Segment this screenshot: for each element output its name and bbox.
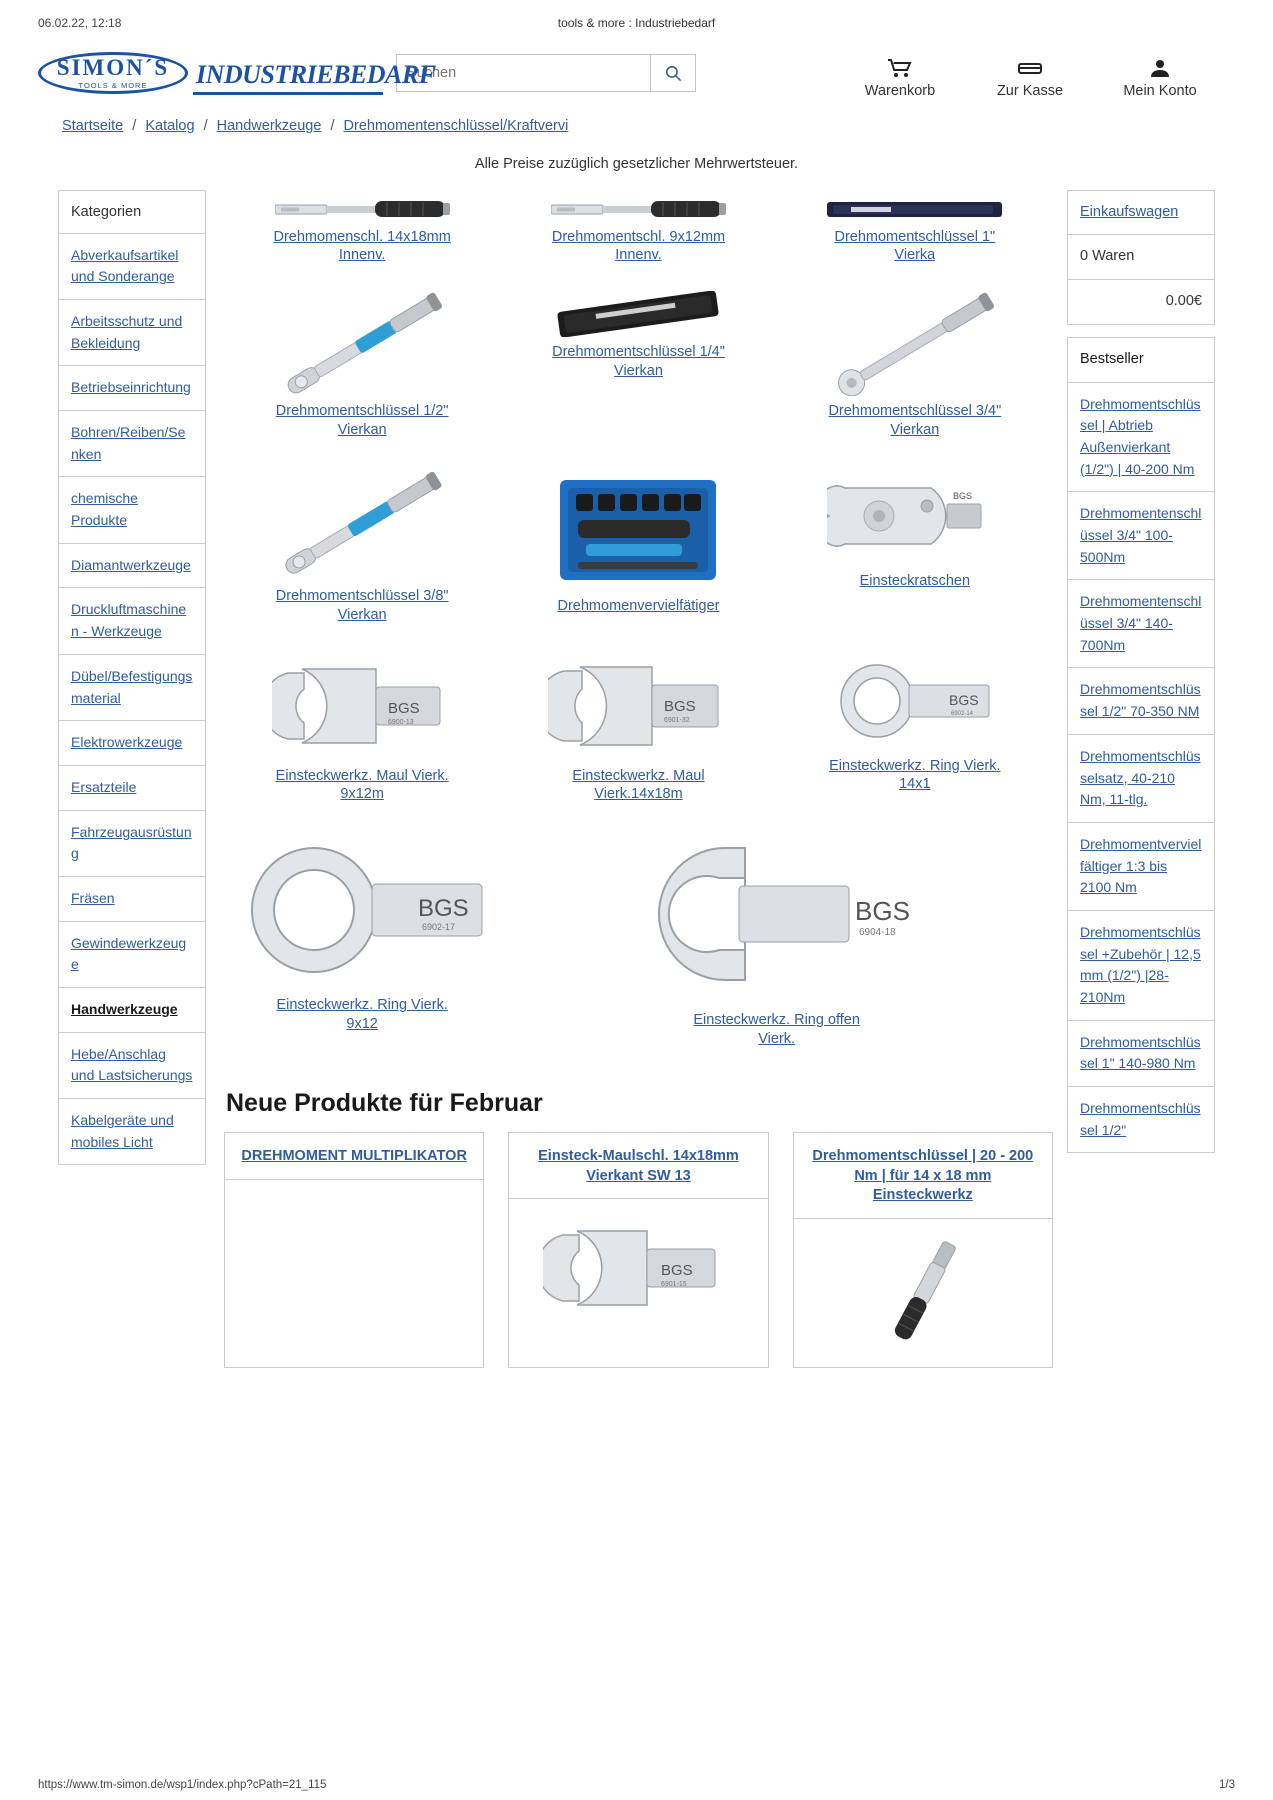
product-card[interactable] bbox=[500, 285, 776, 450]
new-product-card[interactable] bbox=[508, 1132, 768, 1368]
bestseller-item[interactable]: Drehmomentenschlüssel 3/4" 100-500Nm bbox=[1068, 492, 1214, 580]
svg-text:6901-32: 6901-32 bbox=[664, 716, 691, 724]
product-name[interactable]: Einsteckwerkz. Ring Vierk. 14x1 bbox=[829, 757, 1001, 793]
svg-text:6901-15: 6901-15 bbox=[661, 1281, 688, 1289]
product-card[interactable] bbox=[500, 190, 776, 276]
product-content bbox=[206, 190, 1067, 1368]
product-image-torque-wrench-insert-9x12 bbox=[551, 196, 726, 222]
product-card[interactable] bbox=[224, 285, 500, 450]
product-name[interactable]: Einsteckratschen bbox=[859, 572, 971, 589]
sidebar-item-chemische-produkte[interactable]: chemische Produkte bbox=[59, 477, 205, 543]
breadcrumb-separator: / bbox=[203, 117, 208, 134]
logo-oval bbox=[38, 52, 188, 94]
logo-oval-line2: TOOLS & MORE bbox=[78, 81, 148, 90]
header-link-cart-label: Warenkorb bbox=[864, 83, 936, 99]
product-image-torque-wrench-three-quarter bbox=[822, 291, 1007, 396]
category-sidebar bbox=[58, 190, 206, 1166]
header-link-cart[interactable] bbox=[855, 58, 945, 102]
sidebar-item-fahrzeugausruestung[interactable]: Fahrzeugausrüstung bbox=[59, 811, 205, 877]
status-bar bbox=[0, 1770, 1273, 1800]
product-card[interactable] bbox=[777, 285, 1053, 450]
bestseller-item[interactable]: Drehmomentschlüssel +Zubehör | 12,5 mm (1/2") |28-210Nm bbox=[1068, 911, 1214, 1021]
product-image-open-end-insert-14x18 bbox=[548, 651, 728, 761]
logo-wordmark: INDUSTRIEBEDARF bbox=[196, 60, 436, 89]
new-product-image-torque-wrench-20-200 bbox=[794, 1219, 1052, 1367]
new-product-image-none bbox=[225, 1180, 483, 1300]
sidebar-item-diamantwerkzeuge[interactable]: Diamantwerkzeuge bbox=[59, 544, 205, 589]
breadcrumb-item-1[interactable]: Katalog bbox=[145, 117, 195, 134]
main-layout bbox=[0, 190, 1273, 1368]
browser-header bbox=[0, 0, 1273, 34]
product-image-ring-insert-9x12 bbox=[232, 830, 492, 990]
product-image-torque-multiplier-set bbox=[558, 466, 718, 591]
sidebar-heading: Kategorien bbox=[59, 191, 205, 234]
sidebar-item-kabelgeraete[interactable]: Kabelgeräte und mobiles Licht bbox=[59, 1099, 205, 1165]
product-name[interactable]: Drehmomentschlüssel 1/4" Vierkan bbox=[552, 344, 725, 380]
product-image-ring-insert-14x18 bbox=[825, 651, 1005, 751]
sidebar-item-ersatzteile[interactable]: Ersatzteile bbox=[59, 766, 205, 811]
product-name[interactable]: Einsteckwerkz. Maul Vierk.14x18m bbox=[572, 767, 705, 803]
new-products-grid bbox=[224, 1132, 1053, 1368]
product-image-torque-wrench-three-eighth bbox=[270, 466, 455, 581]
svg-text:BGS: BGS bbox=[948, 691, 979, 708]
svg-text:6900-13: 6900-13 bbox=[388, 718, 414, 726]
cart-box-count: 0 Waren bbox=[1068, 235, 1214, 280]
breadcrumb bbox=[0, 102, 1273, 134]
cart-icon bbox=[855, 58, 945, 78]
product-name[interactable]: Einsteckwerkz. Ring offen Vierk. bbox=[693, 1012, 860, 1048]
svg-text:BGS: BGS bbox=[418, 895, 469, 923]
account-icon bbox=[1115, 58, 1205, 78]
product-card[interactable] bbox=[777, 190, 1053, 276]
product-grid bbox=[224, 190, 1053, 1059]
product-name[interactable]: Drehmomentschlüssel 3/4" Vierkan bbox=[828, 403, 1002, 439]
svg-text:BGS: BGS bbox=[854, 896, 910, 927]
search-button[interactable] bbox=[650, 54, 696, 92]
breadcrumb-item-0[interactable]: Startseite bbox=[62, 117, 124, 134]
new-product-title[interactable]: DREHMOMENT MULTIPLIKATOR bbox=[225, 1133, 483, 1180]
sidebar-item-betriebseinrichtung[interactable]: Betriebseinrichtung bbox=[59, 366, 205, 411]
site-header bbox=[0, 34, 1273, 102]
new-products-heading: Neue Produkte für Februar bbox=[226, 1089, 543, 1117]
logo-oval-line1: SIMON´S bbox=[56, 55, 170, 80]
cart-box bbox=[1067, 190, 1215, 325]
product-card[interactable] bbox=[224, 824, 500, 1059]
bestseller-item[interactable]: Drehmomentschlüssel 1/2" bbox=[1080, 1100, 1201, 1138]
breadcrumb-separator: / bbox=[330, 117, 335, 134]
bestseller-item[interactable]: Drehmomentvervielfältiger 1:3 bis 2100 Nm bbox=[1068, 823, 1214, 911]
search-form[interactable] bbox=[396, 54, 696, 92]
product-image-torque-wrench-insert-14x18 bbox=[275, 196, 450, 222]
product-image-torque-wrench-case bbox=[556, 291, 721, 337]
sidebar-item-hebe-anschlag[interactable]: Hebe/Anschlag und Lastsicherungs bbox=[59, 1033, 205, 1099]
bestseller-item[interactable]: Drehmomentenschlüssel 3/4" 140-700Nm bbox=[1068, 580, 1214, 668]
product-name[interactable]: Drehmomentschl. 9x12mm Innenv. bbox=[551, 228, 726, 264]
bestseller-box bbox=[1067, 337, 1215, 1154]
new-product-card[interactable] bbox=[224, 1132, 484, 1368]
bestseller-heading: Bestseller bbox=[1068, 338, 1214, 383]
breadcrumb-item-3[interactable]: Drehmomentenschlüssel/Kraftvervi bbox=[343, 117, 569, 134]
status-url: https://www.tm-simon.de/wsp1/index.php?cPath=21_115 bbox=[38, 1779, 327, 1791]
product-card[interactable] bbox=[777, 460, 1053, 635]
cart-box-total: 0.00€ bbox=[1165, 293, 1202, 310]
product-image-torque-wrench-half-inch bbox=[270, 291, 455, 396]
bestseller-item[interactable]: Drehmomentschlüssel 1" 140-980 Nm bbox=[1068, 1021, 1214, 1087]
sidebar-item-duebel[interactable]: Dübel/Befestigungsmaterial bbox=[59, 655, 205, 721]
sidebar-item-druckluft[interactable]: Druckluftmaschinen - Werkzeuge bbox=[59, 588, 205, 654]
sidebar-item-handwerkzeuge[interactable]: Handwerkzeuge bbox=[59, 988, 205, 1033]
breadcrumb-item-2[interactable]: Handwerkzeuge bbox=[216, 117, 322, 134]
bestseller-item[interactable]: Drehmomentschlüssel 1/2" 70-350 NM bbox=[1068, 668, 1214, 734]
svg-text:6904-18: 6904-18 bbox=[858, 927, 896, 939]
new-product-image-open-end-insert-sw13 bbox=[509, 1199, 767, 1337]
print-datetime: 06.02.22, 12:18 bbox=[38, 16, 122, 30]
header-link-account-label: Mein Konto bbox=[1123, 83, 1197, 99]
right-column bbox=[1067, 190, 1215, 1166]
product-card[interactable] bbox=[224, 460, 500, 635]
header-link-checkout-label: Zur Kasse bbox=[996, 83, 1064, 99]
header-link-account[interactable] bbox=[1115, 58, 1205, 102]
logo-underline bbox=[193, 92, 383, 95]
svg-text:BGS: BGS bbox=[661, 1262, 694, 1280]
product-card[interactable] bbox=[777, 645, 1053, 815]
product-name[interactable]: Einsteckwerkz. Maul Vierk. 9x12m bbox=[275, 767, 449, 803]
product-name[interactable]: Einsteckwerkz. Ring Vierk. 9x12 bbox=[276, 997, 448, 1033]
product-card[interactable] bbox=[500, 460, 776, 635]
svg-text:BGS: BGS bbox=[664, 697, 697, 715]
cart-box-title[interactable]: Einkaufswagen bbox=[1068, 191, 1214, 236]
product-card[interactable] bbox=[224, 645, 500, 815]
product-card[interactable] bbox=[224, 190, 500, 276]
bestseller-item[interactable]: Drehmomentschlüssel | Abtrieb Außenvierkant (1/2") | 40-200 Nm bbox=[1068, 383, 1214, 493]
new-product-title[interactable]: Einsteck-Maulschl. 14x18mm Vierkant SW 13 bbox=[509, 1133, 767, 1199]
product-image-open-end-insert-9x12 bbox=[272, 651, 452, 761]
product-name[interactable]: Drehmomentschlüssel 3/8" Vierkan bbox=[275, 587, 449, 623]
product-card[interactable] bbox=[500, 645, 776, 815]
product-name[interactable]: Drehmomentschlüssel 1" Vierka bbox=[834, 228, 996, 264]
svg-text:6902-17: 6902-17 bbox=[422, 922, 456, 933]
product-name[interactable]: Drehmomentschlüssel 1/2" Vierkan bbox=[275, 403, 449, 439]
product-image-insert-ratchet bbox=[827, 466, 1002, 566]
page-indicator: 1/3 bbox=[1219, 1779, 1235, 1791]
product-image-torque-wrench-1-inch bbox=[827, 196, 1002, 222]
header-link-group bbox=[855, 58, 1205, 102]
breadcrumb-separator: / bbox=[132, 117, 137, 134]
product-name[interactable]: Drehmomenschl. 14x18mm Innenv. bbox=[273, 228, 451, 264]
sidebar-item-fraesen[interactable]: Fräsen bbox=[59, 877, 205, 922]
product-card[interactable] bbox=[500, 824, 1053, 1059]
product-name[interactable]: Drehmomenvervielfätiger bbox=[557, 597, 720, 614]
svg-text:BGS: BGS bbox=[953, 490, 973, 501]
product-image-open-ring-insert bbox=[627, 830, 927, 1005]
svg-text:6902-14: 6902-14 bbox=[950, 710, 973, 717]
sidebar-item-abverkauf[interactable]: Abverkaufsartikel und Sonderange bbox=[59, 234, 205, 300]
search-icon bbox=[664, 64, 683, 83]
bestseller-item[interactable]: Drehmomentschlüsselsatz, 40-210 Nm, 11-tlg. bbox=[1068, 735, 1214, 823]
header-link-checkout[interactable] bbox=[985, 58, 1075, 102]
sidebar-item-gewindewerkzeuge[interactable]: Gewindewerkzeuge bbox=[59, 922, 205, 988]
sidebar-item-elektrowerkzeuge[interactable]: Elektrowerkzeuge bbox=[59, 721, 205, 766]
page-tab-title: tools & more : Industriebedarf bbox=[557, 16, 716, 30]
site-logo[interactable] bbox=[38, 40, 436, 100]
new-product-title[interactable]: Drehmomentschlüssel | 20 - 200 Nm | für 14 x 18 mm Einsteckwerkz bbox=[794, 1133, 1052, 1219]
tax-note: Alle Preise zuzüglich gesetzlicher Mehrwertsteuer. bbox=[474, 155, 799, 172]
checkout-icon bbox=[985, 58, 1075, 78]
svg-text:BGS: BGS bbox=[388, 699, 420, 717]
new-product-card[interactable] bbox=[793, 1132, 1053, 1368]
sidebar-item-bohren[interactable]: Bohren/Reiben/Senken bbox=[59, 411, 205, 477]
sidebar-item-arbeitsschutz[interactable]: Arbeitsschutz und Bekleidung bbox=[59, 300, 205, 366]
